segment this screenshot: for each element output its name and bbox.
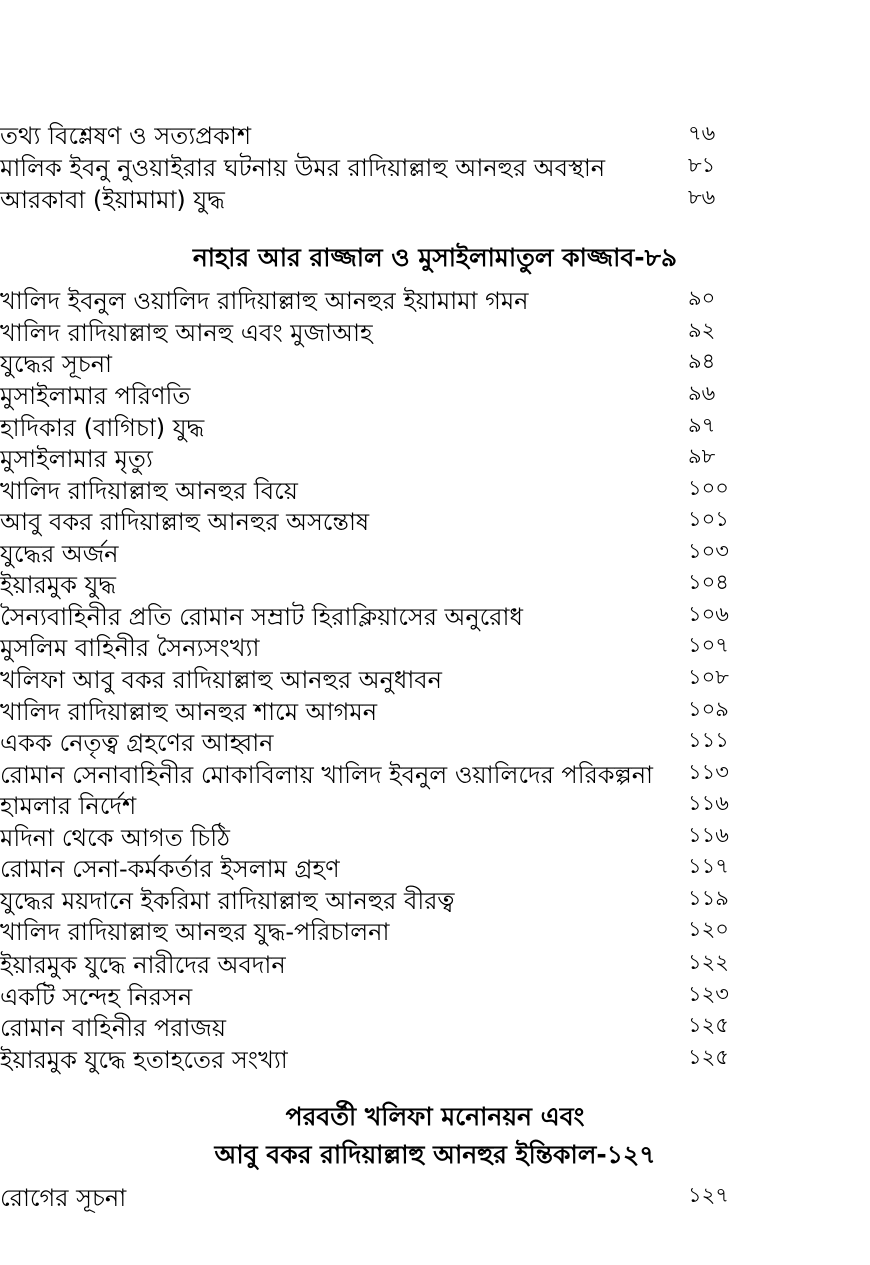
toc-entry-title: আরকাবা (ইয়ামামা) যুদ্ধ	[0, 186, 225, 214]
toc-entry-page: ১০০	[688, 476, 729, 500]
toc-entry-title: মুসাইলামার পরিণতি	[0, 382, 191, 410]
toc-entry-title: ইয়ারমুক যুদ্ধে হতাহতের সংখ্যা	[0, 1046, 288, 1074]
toc-entry-page: ৮১	[688, 153, 716, 177]
toc-entry-title: মুসাইলামার মৃত্যু	[0, 445, 153, 473]
toc-entry-title: খালিদ রাদিয়াল্লাহু আনহুর বিয়ে	[0, 477, 298, 505]
toc-entry-page: ৮৬	[688, 185, 716, 209]
toc-entry	[0, 182, 870, 212]
toc-entry-title: মুসলিম বাহিনীর সৈন্যসংখ্যা	[0, 634, 260, 662]
toc-entry-page: ৭৬	[688, 121, 716, 145]
toc-entry	[0, 315, 870, 345]
toc-entry	[0, 118, 870, 148]
toc-entry	[0, 947, 870, 977]
toc-entry-page: ১০১	[688, 507, 729, 531]
toc-entry-page: ১০৬	[688, 602, 729, 626]
toc-entry-page: ১২০	[688, 917, 729, 941]
toc-entry-title: খালিদ রাদিয়াল্লাহু আনহু এবং মুজাআহ	[0, 319, 373, 347]
toc-entry-title: আবু বকর রাদিয়াল্লাহু আনহুর অসন্তোষ	[0, 508, 370, 536]
toc-entry	[0, 1180, 870, 1210]
toc-entry-page: ১২৫	[688, 1013, 729, 1037]
toc-entry-title: রোমান বাহিনীর পরাজয়	[0, 1014, 227, 1042]
toc-entry-title: যুদ্ধের সূচনা	[0, 350, 112, 378]
toc-entry-page: ৯০	[688, 286, 716, 310]
toc-entry-page: ১০৪	[688, 570, 729, 594]
toc-entry	[0, 694, 870, 724]
toc-entry-title: একক নেতৃত্ব গ্রহণের আহ্বান	[0, 729, 274, 757]
toc-entry	[0, 883, 870, 913]
toc-entry-title: হামলার নির্দেশ	[0, 792, 137, 820]
toc-entry	[0, 757, 870, 787]
toc-entry-page: ৯৪	[688, 349, 716, 373]
toc-entry	[0, 788, 870, 818]
toc-entry-page: ৯৭	[688, 413, 716, 437]
toc-entry	[0, 599, 870, 629]
toc-entry	[0, 346, 870, 376]
toc-entry-page: ৯৬	[688, 381, 716, 405]
toc-entry	[0, 150, 870, 180]
toc-entry-title: রোমান সেনাবাহিনীর মোকাবিলায় খালিদ ইবনুল ওয়ালিদের পরিকল্পনা	[0, 761, 653, 789]
toc-entry	[0, 441, 870, 471]
toc-entry-page: ১২৩	[688, 982, 729, 1006]
toc-entry-page: ১০৭	[688, 633, 729, 657]
toc-entry	[0, 662, 870, 692]
toc-entry-page: ১১১	[688, 728, 729, 752]
toc-entry-page: ৯৮	[688, 444, 716, 468]
toc-entry	[0, 1010, 870, 1040]
toc-entry	[0, 473, 870, 503]
section-heading: নাহার আর রাজ্জাল ও মুসাইলামাতুল কাজ্জাব-৮৯	[192, 243, 678, 272]
toc-entry-page: ১২২	[688, 950, 729, 974]
toc-entry-page: ১১৯	[688, 886, 729, 910]
toc-entry-page: ১১৬	[688, 823, 729, 847]
toc-entry-title: হাদিকার (বাগিচা) যুদ্ধ	[0, 414, 205, 442]
toc-entry	[0, 1042, 870, 1072]
toc-entry	[0, 979, 870, 1009]
section-heading-line: আবু বকর রাদিয়াল্লাহু আনহুর ইন্তিকাল-১২৭	[214, 1140, 656, 1169]
toc-entry	[0, 410, 870, 440]
toc-entry	[0, 851, 870, 881]
toc-entry-title: খালিদ ইবনুল ওয়ালিদ রাদিয়াল্লাহু আনহুর ইয়ামামা গমন	[0, 287, 529, 315]
toc-entry-title: ইয়ারমুক যুদ্ধ	[0, 571, 116, 599]
toc-entry	[0, 536, 870, 566]
toc-entry-page: ১১৬	[688, 791, 729, 815]
toc-entry-title: একটি সন্দেহ নিরসন	[0, 983, 193, 1011]
toc-entry-page: ১১৩	[688, 760, 729, 784]
toc-entry-page: ১২৫	[688, 1045, 729, 1069]
toc-entry	[0, 567, 870, 597]
toc-entry	[0, 504, 870, 534]
toc-entry-title: ইয়ারমুক যুদ্ধে নারীদের অবদান	[0, 951, 286, 979]
toc-entry-title: মদিনা থেকে আগত চিঠি	[0, 824, 230, 852]
toc-entry	[0, 378, 870, 408]
toc-entry-page: ১২৭	[688, 1183, 729, 1207]
section-heading-line: পরবর্তী খলিফা মনোনয়ন এবং	[285, 1102, 585, 1131]
toc-entry	[0, 820, 870, 850]
toc-entry-title: খলিফা আবু বকর রাদিয়াল্লাহু আনহুর অনুধাবন	[0, 666, 442, 694]
toc-entry-page: ১০৮	[688, 665, 729, 689]
toc-entry	[0, 283, 870, 313]
toc-entry-title: রোগের সূচনা	[0, 1184, 127, 1212]
toc-entry	[0, 725, 870, 755]
toc-entry-page: ১১৭	[688, 854, 729, 878]
toc-entry-title: সৈন্যবাহিনীর প্রতি রোমান সম্রাট হিরাক্লিয়াসের অনুরোধ	[0, 603, 523, 631]
toc-entry-page: ১০৩	[688, 539, 729, 563]
toc-entry	[0, 630, 870, 660]
toc-entry-title: খালিদ রাদিয়াল্লাহু আনহুর যুদ্ধ-পরিচালনা	[0, 918, 390, 946]
toc-entry-page: ১০৯	[688, 697, 729, 721]
toc-entry-title: রোমান সেনা-কর্মকর্তার ইসলাম গ্রহণ	[0, 855, 340, 883]
toc-entry-title: তথ্য বিশ্লেষণ ও সত্যপ্রকাশ	[0, 122, 252, 150]
toc-entry-title: যুদ্ধের অর্জন	[0, 540, 119, 568]
toc-entry	[0, 914, 870, 944]
toc-entry-title: যুদ্ধের ময়দানে ইকরিমা রাদিয়াল্লাহু আনহুর বীরত্ব	[0, 887, 455, 915]
toc-entry-title: মালিক ইবনু নুওয়াইরার ঘটনায় উমর রাদিয়াল্লাহু আনহুর অবস্থান	[0, 154, 606, 182]
toc-entry-page: ৯২	[688, 318, 716, 342]
toc-entry-title: খালিদ রাদিয়াল্লাহু আনহুর শামে আগমন	[0, 698, 378, 726]
